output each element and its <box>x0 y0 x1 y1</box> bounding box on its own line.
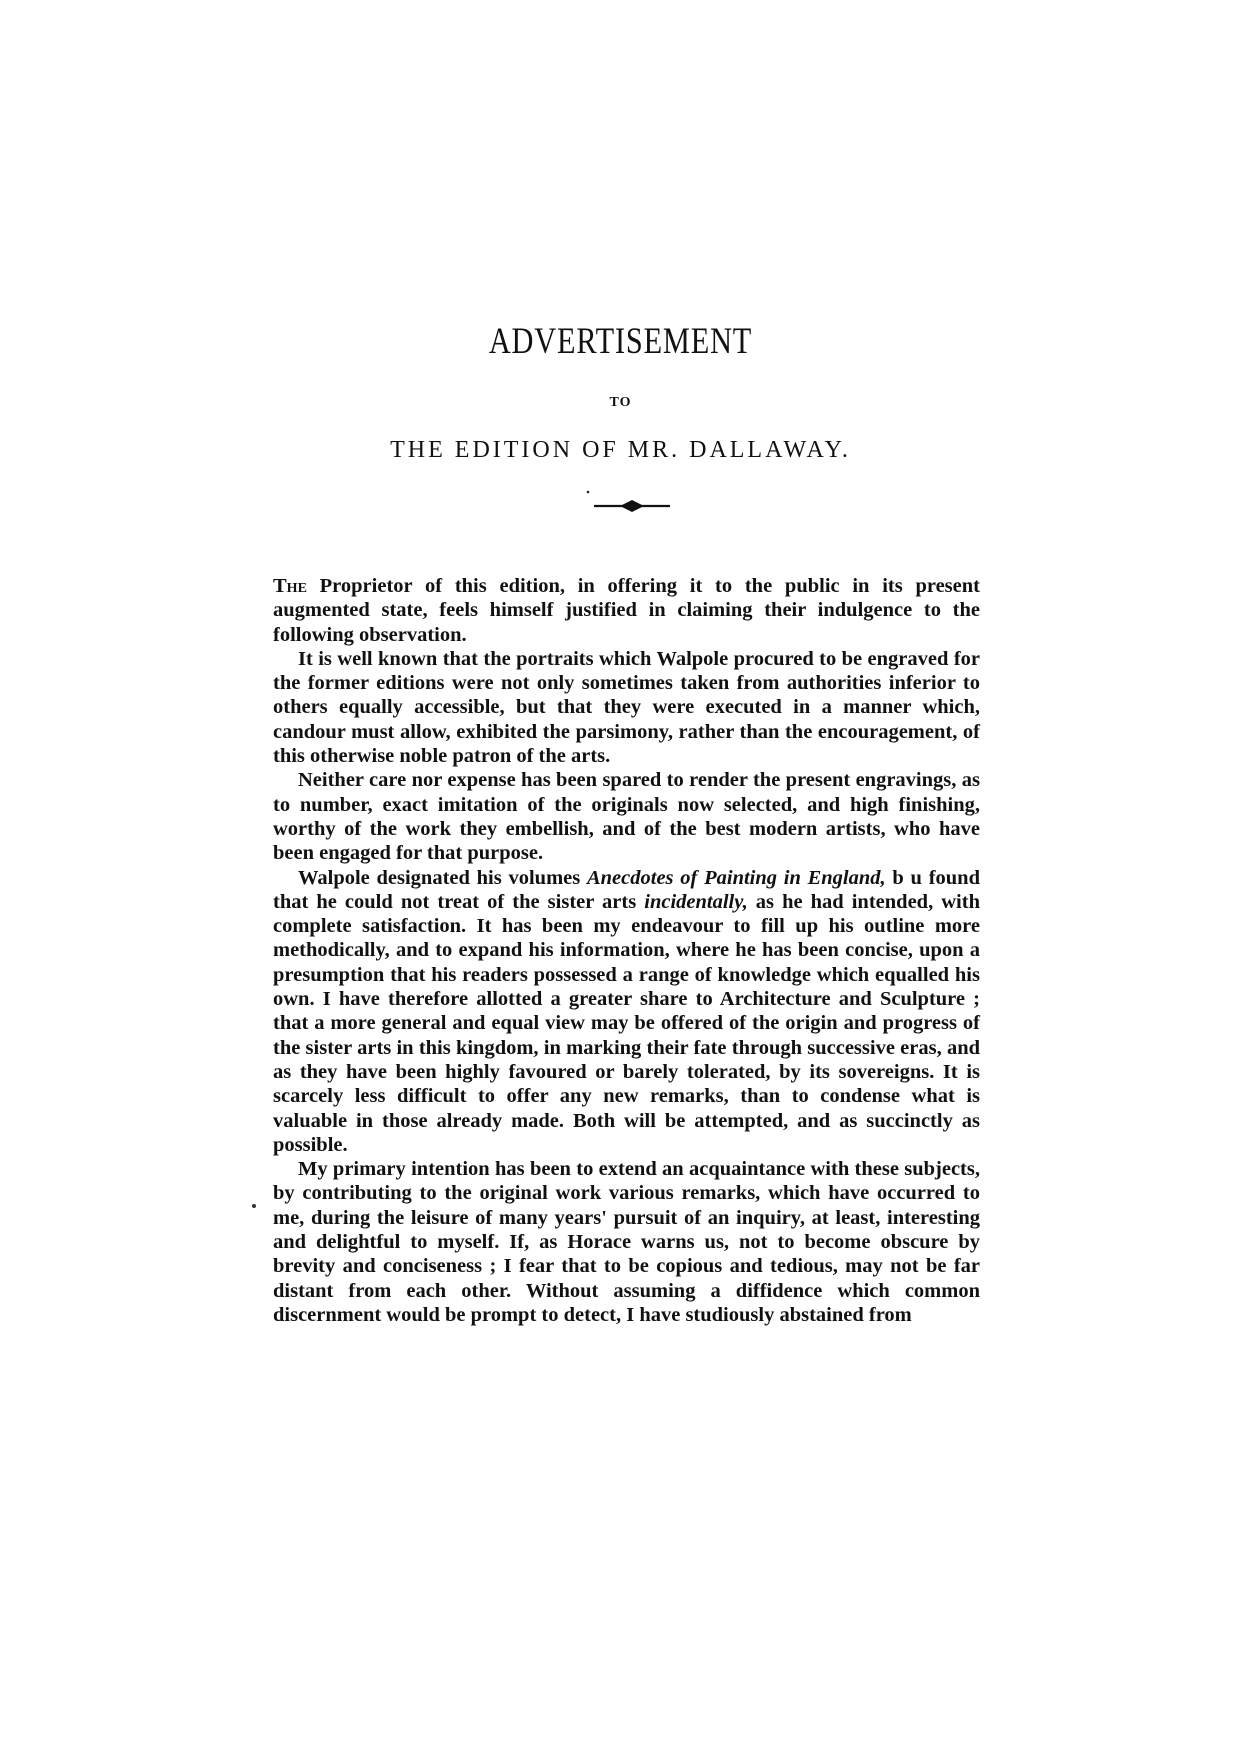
paragraph-2: It is well known that the portraits which Walpole procured to be engraved for the former editions were not only sometimes taken from authorities inferior to others equally accessible, but that they were executed in a manner which, candour must allow, exhibited the parsimony, rather than the encouragement, of this otherwise noble patron of the arts. <box>273 647 980 768</box>
title-connector: TO <box>609 395 632 410</box>
paragraph-3: Neither care nor expense has been spared to render the present engravings, as to number, exact imitation of the originals now selected, and high finishing, worthy of the work they embellish, and of the best modern artists, who have been engaged for that purpose. <box>273 769 980 865</box>
emphasis-italic: incidentally, <box>644 890 748 913</box>
paragraph-4-part-1: Walpole designated his volumes <box>298 866 587 889</box>
body-text <box>273 574 980 1327</box>
paragraph-1 <box>273 574 980 647</box>
paragraph-4 <box>273 866 980 1158</box>
paragraph-4-part-2: b u found that he could not treat of the sister arts <box>273 866 980 913</box>
margin-ink-mark <box>252 1204 256 1208</box>
page-subtitle: THE EDITION OF MR. DALLAWAY. <box>390 437 851 463</box>
page-title: ADVERTISEMENT <box>488 321 753 362</box>
diamond-rule-ornament-icon <box>580 488 680 518</box>
paragraph-1-text: Proprietor of this edition, in offering it to the public in its present augmented state, feels himself justified in claiming their indulgence to the following observation. <box>273 575 980 646</box>
book-title-italic: Anecdotes of Painting in England, <box>586 866 886 889</box>
paragraph-5: My primary intention has been to extend an acquaintance with these subjects, by contributing to the original work various remarks, which have occurred to me, during the leisure of many years' pursuit of an inquiry, at least, interesting and delightful to myself. If, as Horace warns us, not to become obscure by brevity and conciseness ; I fear that to be copious and tedious, may not be far distant from each other. Without assuming a diffidence which common discernment would be prompt to detect, I have studiously abstained from <box>273 1158 980 1326</box>
paragraph-4-part-3: as he had intended, with complete satisfaction. It has been my endeavour to fill up his outline more methodically, and to expand his information, where he has been concise, upon a presumption that his readers possessed a range of knowledge which equalled his own. I have therefore allotted a greater share to Architecture and Sculpture ; that a more general and equal view may be offered of the origin and progress of the sister arts in this kingdom, in marking their fate through successive eras, and as they have been highly favoured or barely tolerated, by its sovereigns. It is scarcely less difficult to offer any new remarks, than to condense what is valuable in those already made. Both will be attempted, and as succinctly as possible. <box>273 890 980 1156</box>
paragraph-lead-word: The <box>273 575 307 597</box>
